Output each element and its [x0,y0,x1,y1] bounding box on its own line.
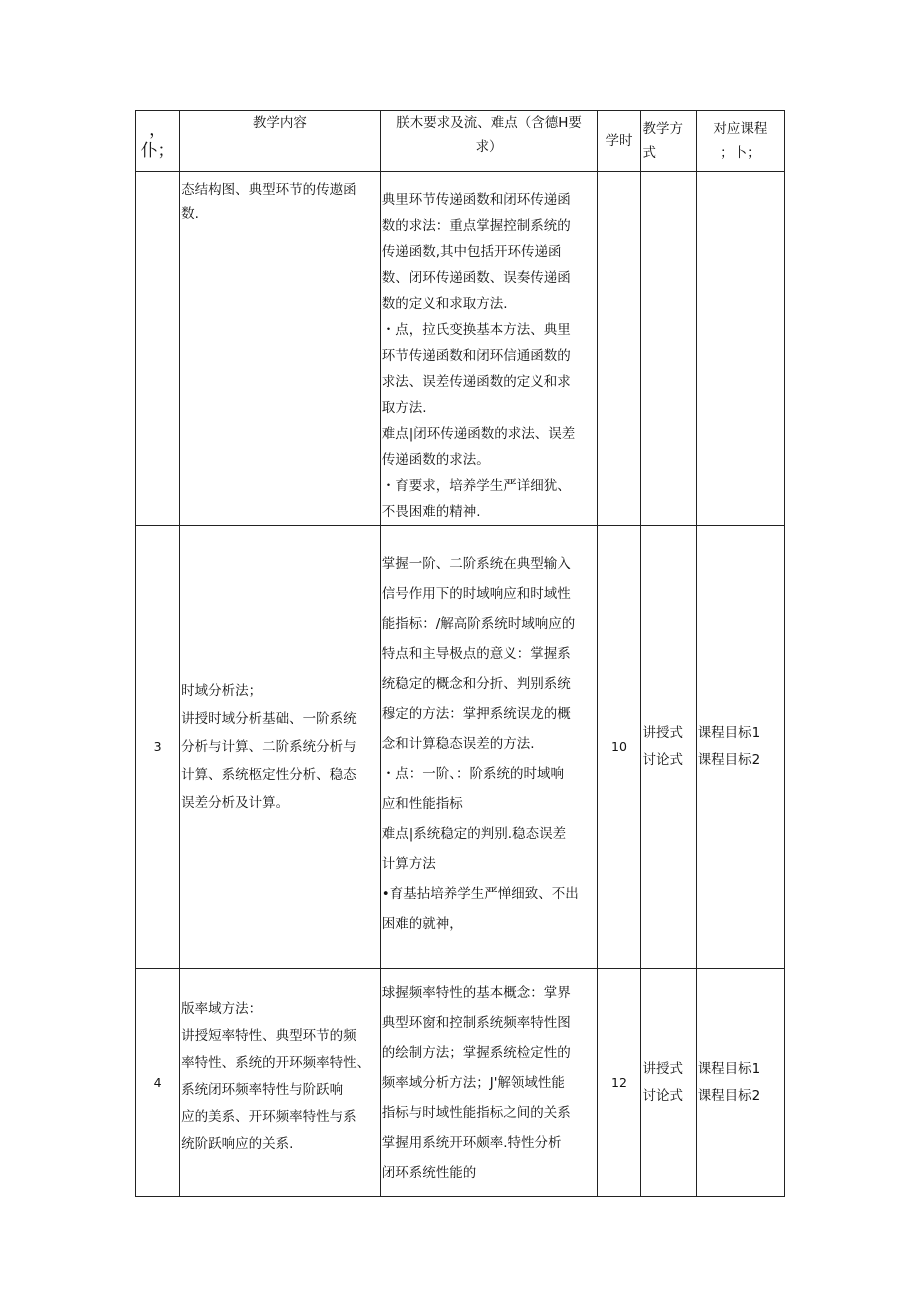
text-line: •育基拈培养学生严惮细致、不出 [381,886,579,902]
text-line: 掌握用系统开环颇率.特性分析 [381,1135,562,1151]
row-requirements [380,969,598,1197]
row-content [180,526,381,969]
text-line: 穆定的方法：掌押系统误龙的概 [381,706,571,722]
row-content [180,172,381,526]
text-line: 数的定义和求取方法. [381,296,508,312]
header-content [180,111,381,172]
cell-text: 4 [153,1074,162,1090]
text-line: 讨论式 [642,1087,684,1104]
text-line: 数、闭环传递函数、误奏传递函 [381,270,571,286]
text-line: 讨论式 [642,752,684,768]
cell-text: 学时 [605,133,633,149]
table-row [136,526,785,969]
text-line: 频率域分析方法；J'解领域性能 [381,1075,565,1091]
text-line: 教学方 [642,121,684,137]
text-line: 数. [181,206,199,222]
text-line: 能指标：/解高阶系统时域响应的 [381,616,576,632]
text-line: 对应课程 [713,121,768,137]
text-line: 朕木要求及流、难点（含德H要 [396,115,582,131]
table-row [136,969,785,1197]
row-number [136,526,180,969]
text-line: 数的求法：重点掌握控制系统的 [381,218,571,234]
text-line: 应和性能指标 [381,796,463,812]
text-line: 仆； [140,141,175,161]
text-line: 率特性、系统的开环频率特性、 [181,1055,371,1071]
row-hours [598,969,640,1197]
row-target [696,526,784,969]
cell-text: 3 [153,739,162,754]
row-method [640,172,696,526]
text-line: 求） [475,139,503,155]
syllabus-table [135,110,785,1197]
text-line: 难点|系统稳定的判别.稳态误差 [381,826,567,842]
text-line: 典型环窗和控制系统频率特性图 [381,1015,571,1031]
text-line: 环节传递函数和闭环信通函数的 [381,348,571,364]
text-line: 讲授时域分析基础、一阶系统 [181,711,357,727]
text-line: 分析与计算、二阶系统分析与 [181,739,357,755]
text-line: 求法、误差传递函数的定义和求 [381,374,571,390]
text-line: 特点和主导极点的意义：掌握系 [381,646,571,662]
header-row [136,111,785,172]
text-line: 球握频率特性的基本概念：掌界 [381,985,571,1001]
row-hours [598,172,640,526]
text-line: 计算、系统柩定性分析、稳态 [181,767,357,783]
text-line: 讲授短率特性、典型环节的频 [181,1028,357,1044]
text-line: 统阶跃响应的关系. [181,1136,294,1152]
row-hours [598,526,640,969]
text-line: 态结构图、典型环节的传遨函 [181,182,357,198]
text-line: 掌握一阶、二阶系统在典型输入 [381,556,571,572]
text-line: 讲授式 [642,1060,684,1077]
text-line: ；卜； [720,145,761,161]
text-line: 应的美系、开环频率特性与系 [181,1109,357,1125]
cell-text: 10 [611,739,627,754]
text-line: ・育要求，培养学生严详细犹、 [381,478,571,494]
text-line: 统稳定的概念和分折、判别系统 [381,676,571,692]
text-line: ・点：一阶、：阶系统的时域响 [381,766,564,782]
row-requirements [380,172,598,526]
row-requirements [380,526,598,969]
row-method [640,526,696,969]
text-line: ・点，拉氏变换基本方法、典里 [381,322,571,338]
text-line: 的绘制方法；掌握系统检定性的 [381,1045,571,1061]
text-line: 式 [642,145,657,161]
text-line: 传递函数的求法。 [381,452,490,468]
text-line: 典里环节传递函数和闭环传递函 [381,192,571,208]
header-requirements [380,111,598,172]
text-line: 难点|闭环传递函数的求法、误差 [381,426,576,442]
header-hours [598,111,640,172]
text-line: 系统闭环频率特性与阶跃响 [181,1082,344,1098]
text-line: 闭环系统性能的 [381,1165,477,1181]
text-line: 指标与时域性能指标之间的关系 [381,1105,571,1121]
text-line: 讲授式 [642,725,684,741]
text-line: 课程目标1 [697,1060,761,1077]
text-line: 困难的就神， [381,916,463,932]
text-line: 课程目标2 [697,1087,761,1104]
text-line: ， [149,120,167,140]
text-line: 不畏困难的精神. [381,504,481,520]
cell-text: 教学内容 [252,115,307,131]
text-line: 误差分析及计算。 [181,795,290,811]
row-number [136,172,180,526]
text-line: 计算方法 [381,856,436,872]
text-line: 取方法. [381,400,427,416]
text-line: 课程目标1 [697,725,761,741]
text-line: 课程目标2 [697,752,761,768]
header-index [136,111,180,172]
table-row [136,172,785,526]
row-number [136,969,180,1197]
row-target [696,172,784,526]
text-line: 时域分析法； [181,683,263,699]
text-line: 版率域方法： [181,1001,263,1017]
header-target [696,111,784,172]
header-method [640,111,696,172]
text-line: 信号作用下的时域响应和时域性 [381,586,571,602]
row-method [640,969,696,1197]
row-content [180,969,381,1197]
row-target [696,969,784,1197]
text-line: 传递函数,其中包括开环传递函 [381,244,562,260]
text-line: 念和计算稳态误差的方法. [381,736,535,752]
cell-text: 12 [611,1074,627,1090]
